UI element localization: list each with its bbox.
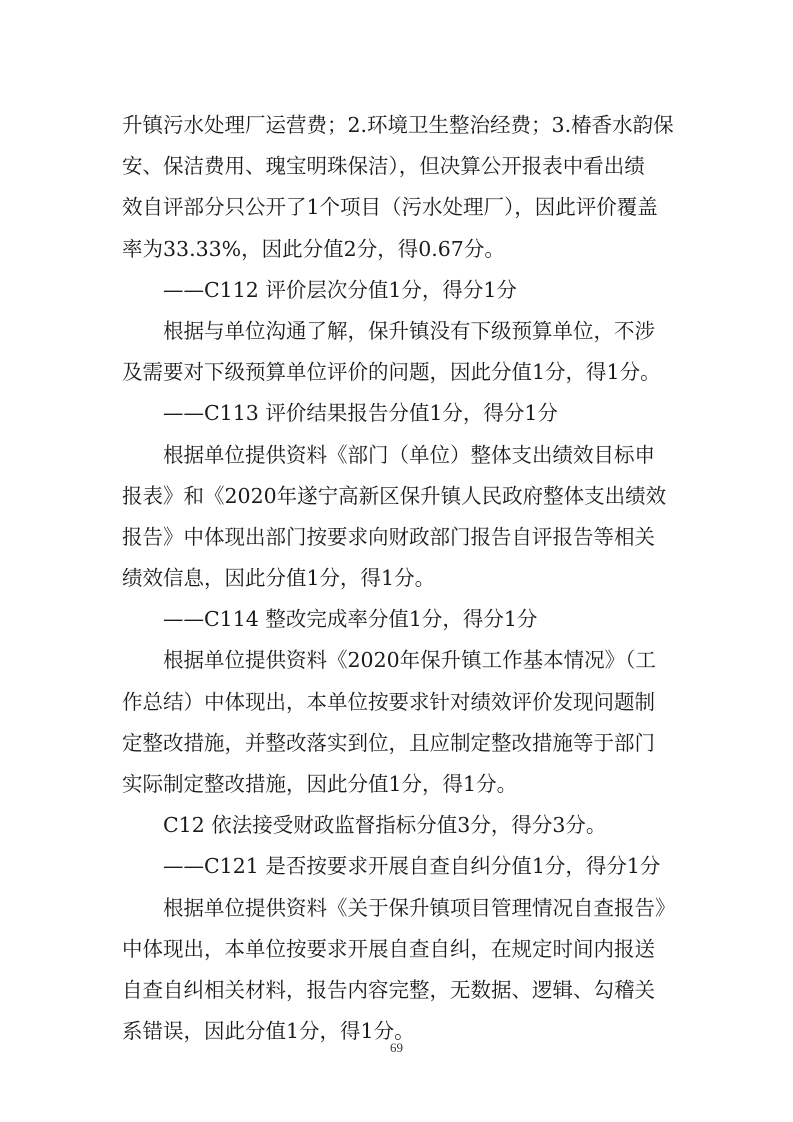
text-line: 升镇污水处理厂运营费；2.环境卫生整治经费；3.椿香水韵保	[122, 113, 674, 137]
text-line: 自查自纠相关材料，报告内容完整，无数据、逻辑、勾稽关	[122, 977, 655, 1002]
text-line: 系错误，因此分值1分，得1分。	[122, 1019, 415, 1044]
text-line: 率为33.33%，因此分值2分，得0.67分。	[122, 236, 505, 261]
text-line: 根据单位提供资料《部门（单位）整体支出绩效目标申	[163, 442, 655, 467]
text-line: 根据单位提供资料《关于保升镇项目管理情况自查报告》	[163, 895, 676, 920]
body-text	[122, 105, 676, 1052]
text-line: 中体现出，本单位按要求开展自查自纠，在规定时间内报送	[122, 936, 655, 961]
text-line: 绩效信息，因此分值1分，得1分。	[122, 566, 436, 591]
text-line: 根据与单位沟通了解，保升镇没有下级预算单位，不涉	[163, 318, 655, 343]
text-line: 根据单位提供资料《2020年保升镇工作基本情况》（工	[163, 648, 656, 673]
text-line: 报表》和《2020年遂宁高新区保升镇人民政府整体支出绩效	[122, 483, 667, 508]
section-heading: ——C121 是否按要求开展自查自纠分值1分，得分1分	[163, 854, 661, 879]
section-heading: ——C114 整改完成率分值1分，得分1分	[163, 607, 538, 632]
section-heading: ——C113 评价结果报告分值1分，得分1分	[163, 401, 558, 426]
text-line: 实际制定整改措施，因此分值1分，得1分。	[122, 772, 518, 796]
page-number: 69	[390, 1040, 403, 1055]
section-heading: ——C112 评价层次分值1分，得分1分	[163, 277, 517, 302]
text-line: 安、保洁费用、瑰宝明珠保洁），但决算公开报表中看出绩	[122, 154, 645, 179]
text-line: 定整改措施，并整改落实到位，且应制定整改措施等于部门	[122, 730, 655, 755]
text-line: 报告》中体现出部门按要求向财政部门报告自评报告等相关	[122, 524, 655, 549]
text-line: 及需要对下级预算单位评价的问题，因此分值1分，得1分。	[122, 360, 661, 385]
text-line: 作总结）中体现出，本单位按要求针对绩效评价发现问题制	[122, 689, 655, 714]
text-line: 效自评部分只公开了1个项目（污水处理厂），因此评价覆盖	[122, 195, 658, 220]
section-heading: C12 依法接受财政监督指标分值3分，得分3分。	[163, 813, 607, 838]
